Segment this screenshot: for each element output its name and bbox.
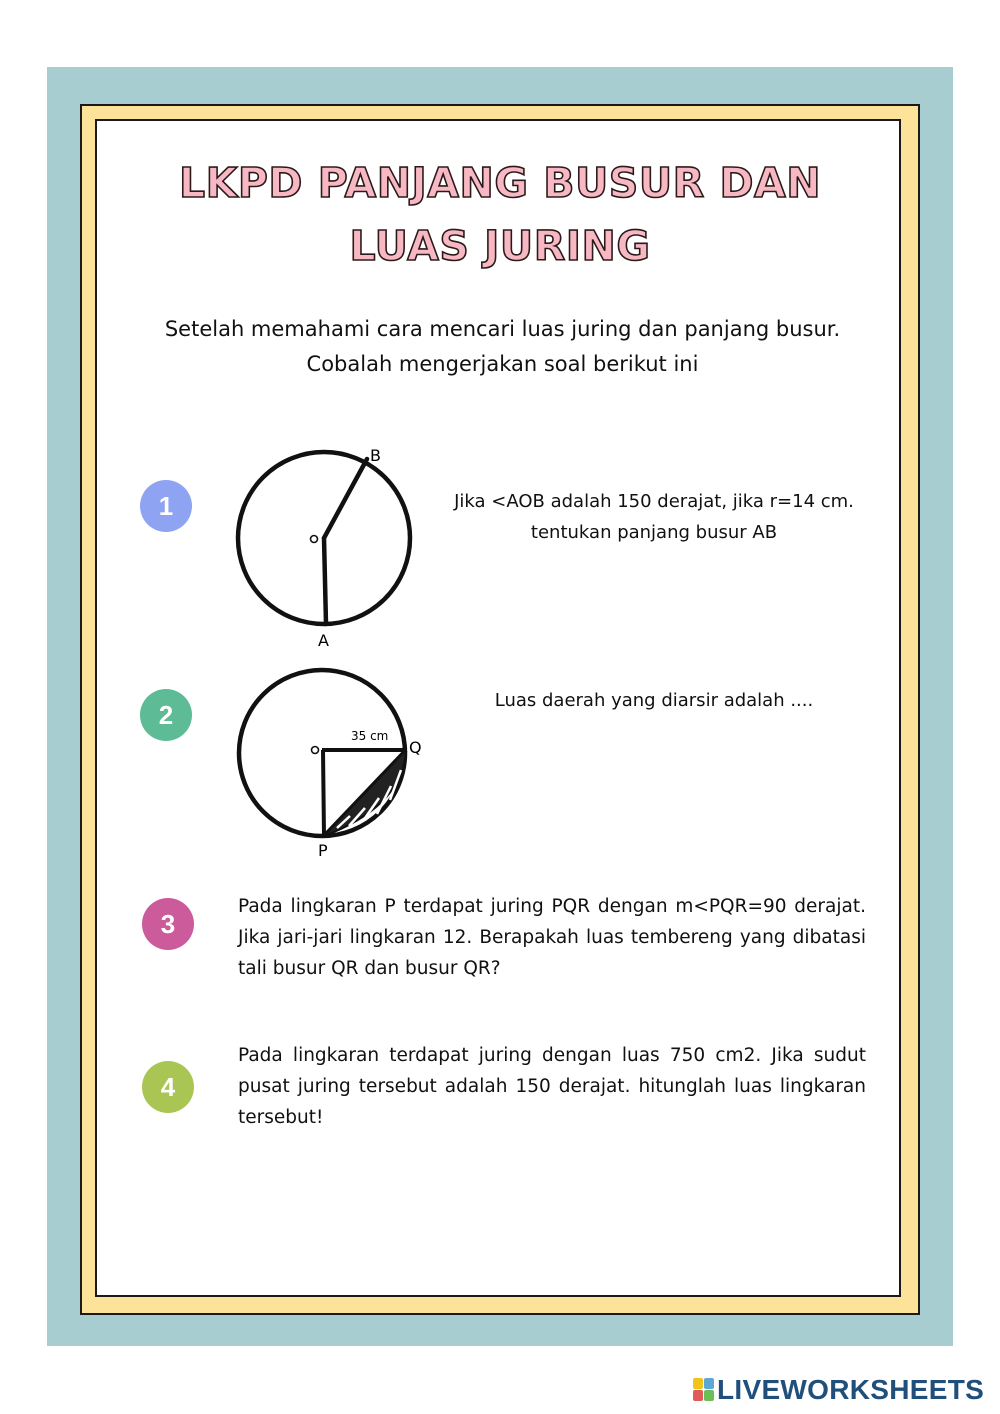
question-3-badge: 3: [142, 898, 194, 950]
label-q: Q: [409, 738, 422, 757]
question-2-badge: 2: [140, 689, 192, 741]
label-p: P: [318, 841, 328, 860]
liveworksheets-logo[interactable]: [693, 1372, 984, 1408]
label-b: B: [370, 446, 381, 465]
question-2-text: Luas daerah yang diarsir adalah ....: [494, 690, 814, 711]
worksheet-title: [95, 152, 905, 278]
liveworksheets-logo-icon: [693, 1378, 715, 1402]
question-1-figure: [225, 440, 425, 655]
radius-op: [323, 750, 324, 836]
intro-text: [130, 312, 875, 382]
title-line-1: LKPD PANJANG BUSUR DAN: [178, 159, 822, 207]
question-1-line-1: Jika <AOB adalah 150 derajat, jika r=14 cm.: [454, 491, 854, 512]
question-4-text: Pada lingkaran terdapat juring dengan luas 750 cm2. Jika sudut pusat juring tersebut adalah 150 derajat. hitunglah luas lingkaran tersebut!: [238, 1045, 866, 1128]
question-1-line-2: tentukan panjang busur AB: [530, 522, 778, 543]
question-2-figure: [225, 658, 435, 863]
title-line-2: LUAS JURING: [349, 222, 651, 270]
center-point: [312, 747, 319, 754]
radius-oa: [324, 538, 326, 624]
brand-name: LIVEWORKSHEETS: [717, 1374, 985, 1405]
question-1-badge: 1: [140, 480, 192, 532]
question-4-badge: 4: [142, 1061, 194, 1113]
radius-label: 35 cm: [351, 729, 389, 743]
intro-line-1: Setelah memahami cara mencari luas juring dan panjang busur.: [164, 317, 841, 341]
question-3-text: Pada lingkaran P terdapat juring PQR dengan m<PQR=90 derajat. Jika jari-jari lingkaran 12. Berapakah luas tembereng yang dibatasi tali busur QR dan busur QR?: [238, 896, 866, 979]
question-1-text: [445, 486, 863, 548]
intro-line-2: Cobalah mengerjakan soal berikut ini: [306, 352, 699, 376]
center-point: [311, 536, 318, 543]
label-a: A: [318, 631, 329, 650]
radius-ob: [324, 459, 367, 538]
